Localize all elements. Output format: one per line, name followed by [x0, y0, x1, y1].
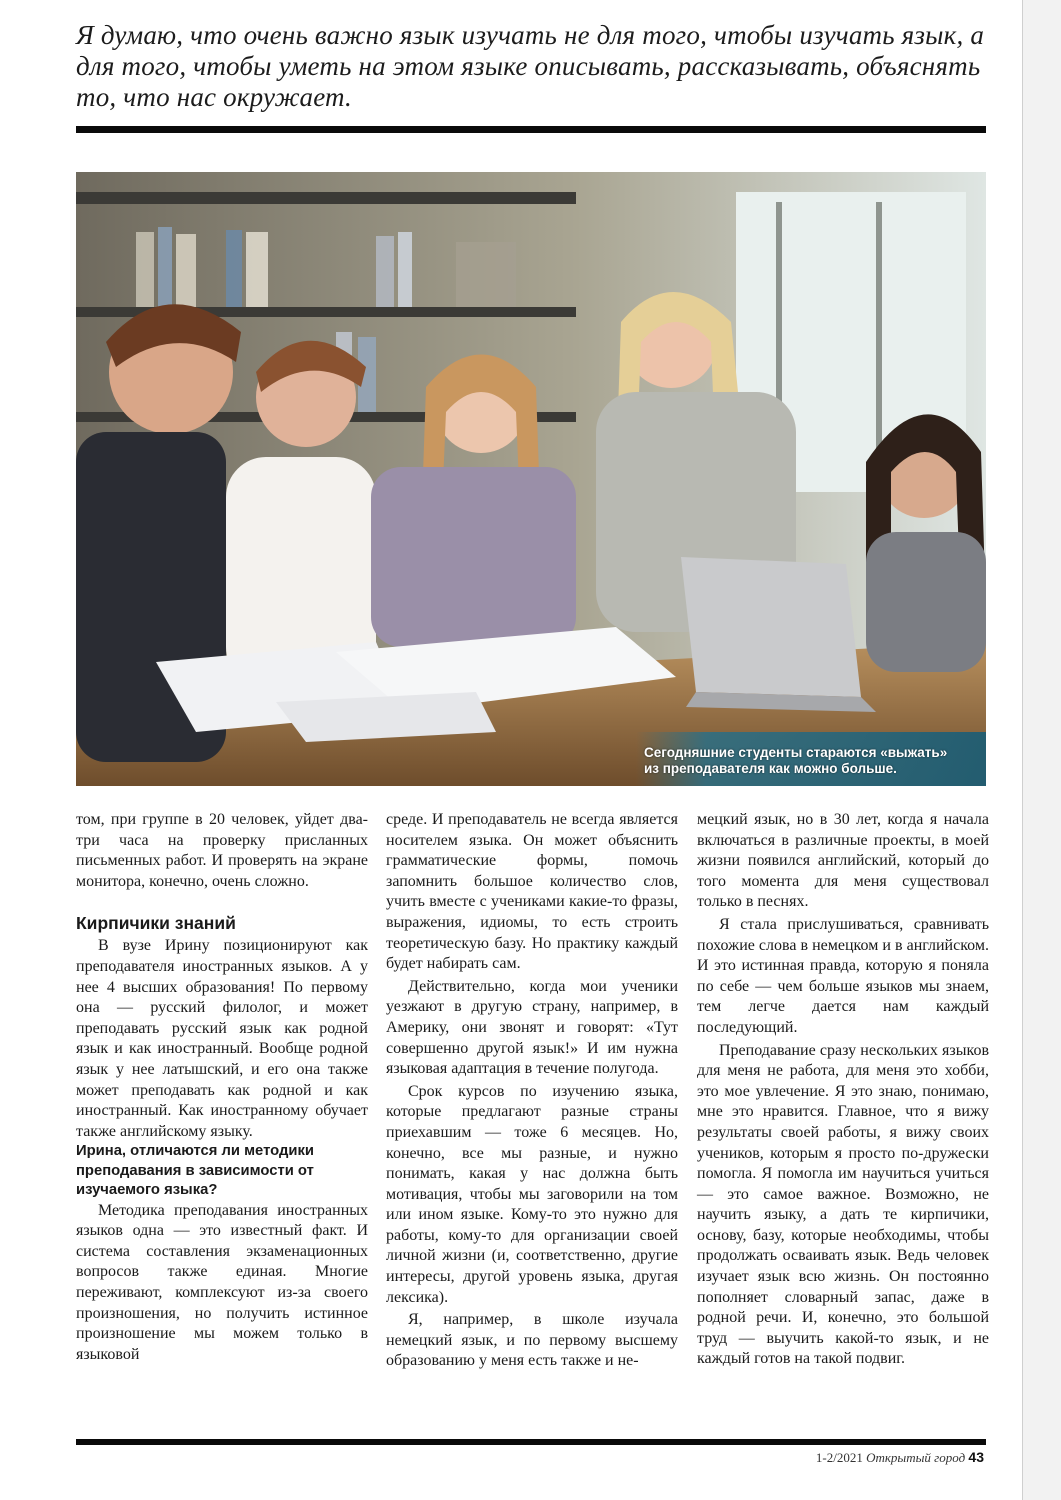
paragraph: В вузе Ирину позиционируют как преподавателя иностранных языков. А у нее 4 высших образования! По первому она — русский филолог, и может преподавать русский язык как родной язык и как иностранный. Вообще родной язык у нее латышский, и его она также может преподавать как родной и как иностранный. Как иностранному обучает также английскому языку.	[76, 937, 368, 1140]
top-rule	[76, 126, 986, 133]
photo-illustration	[76, 172, 986, 786]
interview-question: Ирина, отличаются ли методики преподавания в зависимости от изучаемого языка?	[76, 1143, 314, 1199]
page-number: 43	[968, 1449, 984, 1465]
paragraph: мецкий язык, но в 30 лет, когда я начала включаться в различные проекты, в моей жизни появился английский, который до того момента для меня существовал только в песнях.	[697, 811, 989, 911]
paragraph: Действительно, когда мои ученики уезжают в другую страну, например, в Америку, они звонят и говорят: «Тут совершенно другой язык!» И им нужна языковая адаптация в течение полугода.	[386, 977, 678, 1078]
paragraph: Срок курсов по изучению языка, которые предлагают разные страны приехавшим — тоже 6 месяцев. Но, конечно, все мы разные, и нужно понимать, какая у нас должна быть мотивация, чтобы мы заговорили на том или ином языке. Кому-то это нужно для работы, кому-то для организации своей личной жизни (и, соответственно, другие интересы, другой уровень языка, другая лексика).	[386, 1082, 678, 1306]
article-column-1	[76, 810, 368, 1365]
article-column-2	[386, 810, 678, 1372]
caption-line-1: Сегодняшние студенты стараются «выжать»	[644, 745, 948, 760]
magazine-name: Открытый город	[866, 1450, 966, 1465]
paragraph: Я, например, в школе изучала немецкий язык, и по первому высшему образованию у меня есть также и не-	[386, 1311, 678, 1370]
caption-line-2: из преподавателя как можно больше.	[644, 761, 897, 776]
issue-number: 1-2/2021	[815, 1450, 863, 1465]
article-column-3	[697, 810, 989, 1370]
page-edge-bar	[1022, 0, 1061, 1500]
pull-quote: Я думаю, что очень важно язык изучать не для того, чтобы изучать язык, а для того, чтобы уметь на этом языке описывать, рассказывать, объяснять то, что нас окружает.	[76, 20, 985, 112]
bottom-rule	[76, 1439, 986, 1445]
paragraph: Я стала прислушиваться, сравнивать похожие слова в немецком и в английском. И это истинная правда, которую я поняла по себе — чем больше языков мы знаем, тем легче дается нам каждый последующий.	[697, 915, 989, 1036]
paragraph: среде. И преподаватель не всегда является носителем языка. Он может объяснить грамматические формы, помочь запомнить большое количество слов, учить вместе с учениками какие-то фразы, выражения, идиомы, то есть строить теоретическую базу. Но практику каждый будет набирать сам.	[386, 811, 678, 973]
section-heading: Кирпичики знаний	[76, 913, 236, 934]
paragraph: Преподавание сразу нескольких языков для меня не работа, для меня это хобби, это мое увлечение. Я это знаю, понимаю, мне это нравится. Главное, что я вижу результаты своей работы, я вижу своих учеников, которым я просто по-дружески помогла. Я помогла им научиться учиться — это самое важное. Возможно, не научить языку, а дать те кирпичики, основу, базу, которые необходимы, чтобы продолжать осваивать язык. Ведь человек изучает язык всю жизнь. Он постоянно пополняет словарный запас, даже в родной речи. И, конечно, это большой труд — выучить какой-то язык, и не каждый готов на такой подвиг.	[697, 1041, 989, 1368]
paragraph: Методика преподавания иностранных языков одна — это известный факт. И система составления экзаменационных вопросов также единая. Многие переживают, комплексуют из-за своего произношения, но получить истинное произношение мы можем только в языковой	[76, 1201, 368, 1363]
photo-caption	[644, 745, 982, 777]
article-photo	[76, 172, 986, 786]
paragraph: том, при группе в 20 человек, уйдет два-три часа на проверку присланных письменных работ. И проверять на экране монитора, конечно, очень сложно.	[76, 811, 368, 890]
page-footer	[816, 1449, 984, 1466]
